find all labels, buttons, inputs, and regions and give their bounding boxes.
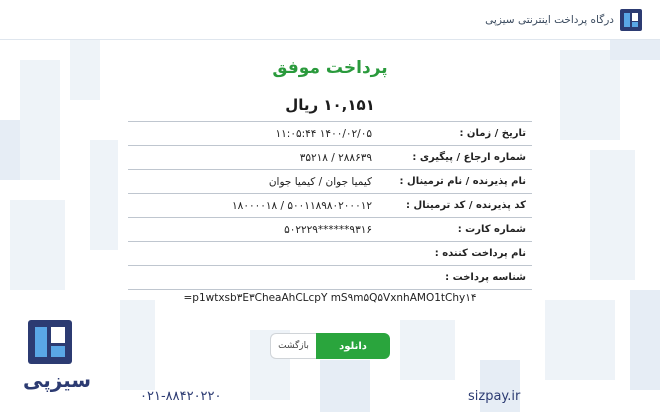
footer-phone: ۰۲۱-۸۸۴۲۰۲۲۰ bbox=[140, 389, 222, 404]
row-payment-id bbox=[128, 266, 532, 290]
row-label: نام پرداخت کننده : bbox=[434, 248, 526, 259]
header-title: درگاه پرداخت اینترنتی سیزپی bbox=[485, 14, 614, 26]
row-label: شماره ارجاع / پیگیری : bbox=[412, 152, 526, 163]
header-bar bbox=[0, 0, 660, 40]
row-value: کیمیا جوان / کیمیا جوان bbox=[268, 175, 372, 188]
row-reference bbox=[128, 146, 532, 170]
payment-id-value: =p1wtxsb۳E۳CheaAhCLcpY mS۹m۵Q۵VxnhAMO1tChy۱۴ bbox=[183, 292, 477, 304]
row-datetime bbox=[128, 122, 532, 146]
sizpay-logo-icon bbox=[28, 320, 72, 364]
status-title: پرداخت موفق bbox=[272, 58, 388, 78]
sizpay-logo-icon bbox=[620, 9, 642, 31]
row-payer-name bbox=[128, 242, 532, 266]
row-label: کد پذیرنده / کد ترمینال : bbox=[406, 200, 526, 211]
row-merchant-name bbox=[128, 170, 532, 194]
header-brand bbox=[485, 8, 642, 32]
row-value: ۲۸۸۶۳۹ / ۳۵۲۱۸ bbox=[299, 151, 372, 164]
payment-amount: ۱۰,۱۵۱ ریال bbox=[285, 96, 375, 114]
back-button[interactable]: بازگشت bbox=[270, 333, 316, 359]
row-card-number bbox=[128, 218, 532, 242]
footer-brand-name: سیزپی bbox=[22, 368, 92, 392]
row-value: ۵۰۰۱۱۸۹۸۰۲۰۰۰۱۲ / ۱۸۰۰۰۰۱۸ bbox=[232, 199, 372, 212]
row-label: شماره کارت : bbox=[457, 224, 526, 235]
row-label: تاریخ / زمان : bbox=[459, 128, 526, 139]
download-button[interactable]: دانلود bbox=[316, 333, 390, 359]
row-label: شناسه پرداخت : bbox=[445, 272, 526, 283]
row-merchant-code bbox=[128, 194, 532, 218]
row-label: نام پذیرنده / نام ترمینال : bbox=[399, 176, 526, 187]
receipt-panel bbox=[0, 40, 660, 412]
footer-website-link[interactable]: sizpay.ir bbox=[468, 389, 521, 404]
action-buttons bbox=[270, 333, 390, 359]
row-value: ۵۰۲۲۲۹******۹۳۱۶ bbox=[284, 223, 372, 236]
details-table bbox=[128, 121, 532, 290]
row-value: ۱۴۰۰/۰۲/۰۵ ۱۱:۰۵:۴۴ bbox=[275, 127, 372, 140]
